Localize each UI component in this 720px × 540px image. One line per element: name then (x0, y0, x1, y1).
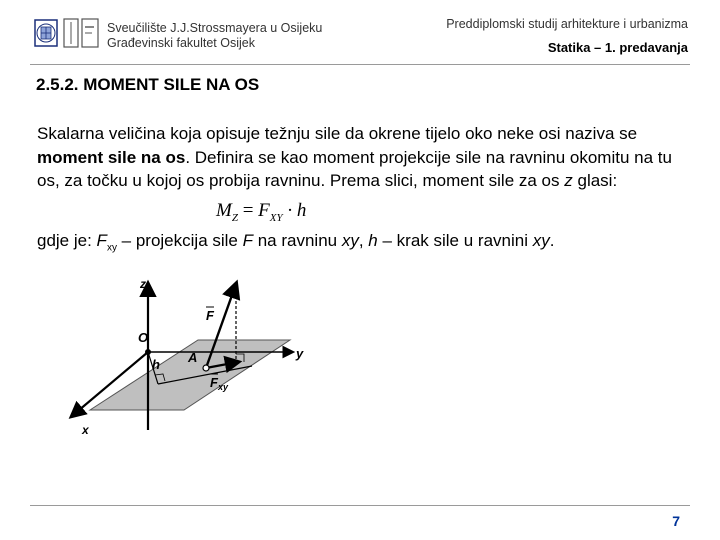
paragraph-axis: z (564, 171, 573, 190)
footer-divider (30, 505, 690, 506)
where-h: h (368, 231, 378, 250)
where-text-4: – krak sile u ravnini (377, 231, 533, 250)
study-program: Preddiplomski studij arhitekture i urbanizma (446, 17, 688, 31)
where-prefix: gdje je: (37, 231, 97, 250)
fxy-label: F (210, 375, 218, 390)
faculty-name: Građevinski fakultet Osijek (107, 36, 255, 50)
where-text-2: na ravninu (253, 231, 342, 250)
x-axis-label: x (82, 423, 89, 437)
formula-force-sub: XY (269, 211, 283, 224)
lever-arm-label: h (152, 357, 160, 372)
paragraph-text-1: Skalarna veličina koja opisuje težnju sile da okrene tijelo oko neke osi naziva se (37, 124, 638, 143)
university-logo (34, 16, 102, 50)
where-fxy: F (96, 231, 107, 250)
paragraph-text-2: . Definira se kao moment projekcije sile na ravninu okomitu na tu os, za točku u kojoj os probija ravninu. Prema slici, moment sile za os (37, 147, 672, 190)
where-text-3: , (358, 231, 369, 250)
moment-diagram (60, 272, 340, 437)
variables-explanation (37, 231, 554, 253)
force-label: F (206, 308, 214, 323)
formula-moment: M (216, 200, 232, 221)
where-text-1: – projekcija sile (116, 231, 243, 250)
definition-paragraph (37, 122, 687, 193)
point-a (203, 365, 209, 371)
page-number: 7 (672, 513, 680, 529)
where-text-5: . (549, 231, 555, 250)
origin-label: O (138, 330, 149, 345)
moment-formula (216, 200, 306, 224)
where-f: F (242, 231, 253, 250)
y-axis-label: y (296, 346, 304, 361)
formula-force: F (258, 200, 270, 221)
paragraph-text-3: glasi: (577, 171, 618, 190)
where-fxy-sub: xy (106, 242, 117, 254)
formula-equals: = (237, 200, 259, 221)
formula-arm: · h (282, 200, 307, 221)
where-xy-2: xy (532, 231, 550, 250)
z-axis-label: z (140, 277, 146, 291)
point-a-label: A (188, 350, 198, 365)
fxy-label-sub: xy (218, 382, 229, 392)
where-xy: xy (341, 231, 359, 250)
university-name: Sveučilište J.J.Strossmayera u Osijeku (107, 21, 323, 35)
course-title: Statika – 1. predavanja (547, 40, 688, 55)
paragraph-bold-term: moment sile na os (37, 147, 186, 167)
header-divider (30, 64, 690, 65)
formula-moment-sub: Z (231, 211, 238, 224)
section-title: 2.5.2. MOMENT SILE NA OS (36, 75, 260, 94)
